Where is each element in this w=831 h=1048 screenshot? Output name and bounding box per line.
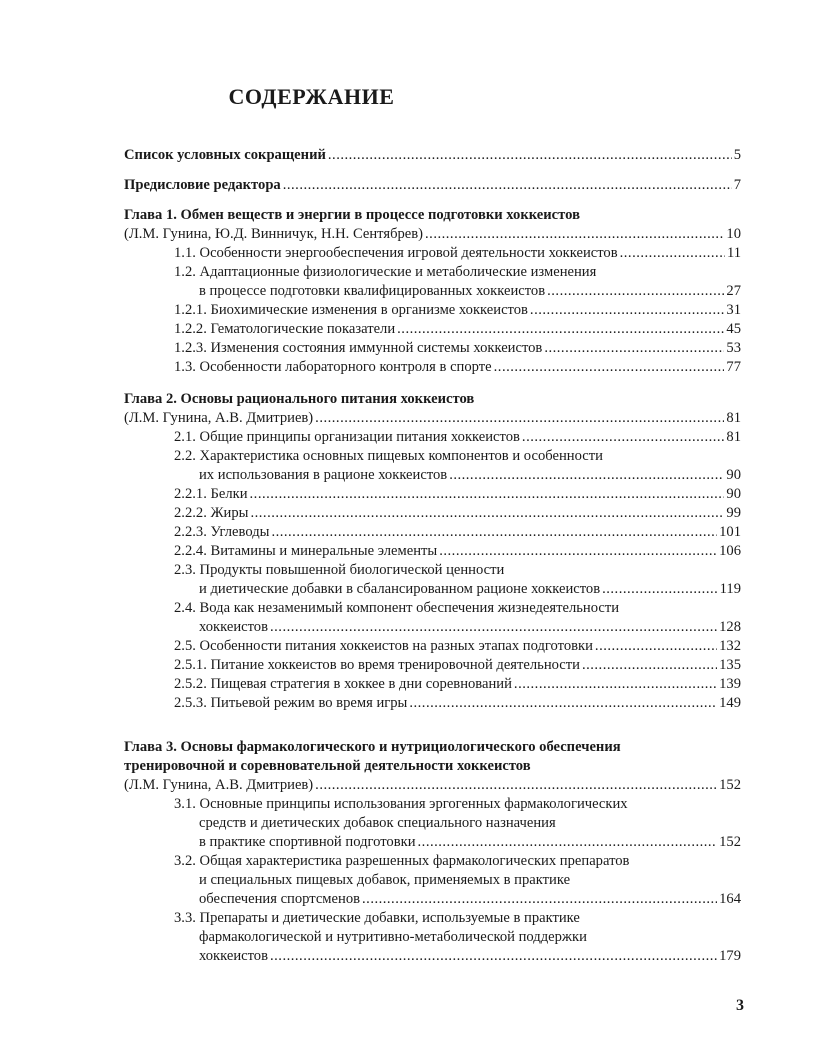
toc-entry-text: (Л.М. Гунина, А.В. Дмитриев) bbox=[124, 410, 314, 426]
toc-entry-text: средств и диетических добавок специального назначения bbox=[199, 815, 556, 831]
toc-entry-text: в практике спортивной подготовки bbox=[199, 834, 416, 850]
toc-page-number: 128 bbox=[719, 619, 741, 635]
toc-leader-dots bbox=[270, 946, 717, 966]
toc-entry-text: фармакологической и нутритивно-метаболической поддержки bbox=[199, 929, 587, 945]
toc-entry bbox=[174, 794, 741, 814]
toc-entry-text: Список условных сокращений bbox=[124, 147, 326, 163]
toc-entry-text: 2.5. Особенности питания хоккеистов на разных этапах подготовки bbox=[174, 638, 593, 654]
toc-leader-dots bbox=[250, 484, 725, 504]
toc-leader-dots bbox=[494, 357, 725, 377]
toc-page-number: 132 bbox=[719, 638, 741, 654]
toc-entry-text: и специальных пищевых добавок, применяемых в практике bbox=[199, 872, 571, 888]
toc-chapter-heading bbox=[124, 756, 741, 776]
toc-leader-dots bbox=[270, 617, 717, 637]
toc-page-number: 119 bbox=[719, 581, 741, 597]
toc-entry bbox=[199, 927, 741, 947]
toc-page-number: 101 bbox=[719, 524, 741, 540]
toc-entry bbox=[174, 522, 741, 542]
toc-page-number: 90 bbox=[726, 467, 741, 483]
toc-leader-dots bbox=[449, 465, 724, 485]
toc-leader-dots bbox=[315, 408, 724, 428]
toc-entry bbox=[174, 300, 741, 320]
toc-entry bbox=[174, 693, 741, 713]
toc-entry bbox=[174, 357, 741, 377]
toc-page-number: 99 bbox=[726, 505, 741, 521]
toc-page-number: 179 bbox=[719, 948, 741, 964]
toc-page-number: 77 bbox=[726, 359, 741, 375]
toc-page-number: 53 bbox=[726, 340, 741, 356]
toc-page-number: 81 bbox=[726, 429, 741, 445]
toc-leader-dots bbox=[547, 281, 724, 301]
toc-leader-dots bbox=[522, 427, 724, 447]
toc-entry bbox=[199, 617, 741, 637]
toc-entry bbox=[174, 541, 741, 561]
toc-page-number: 139 bbox=[719, 676, 741, 692]
toc-entry bbox=[174, 427, 741, 447]
toc-chapter-heading bbox=[124, 145, 741, 165]
toc-entry bbox=[199, 281, 741, 301]
toc-entry-text: обеспечения спортсменов bbox=[199, 891, 361, 907]
toc-entry bbox=[124, 775, 741, 795]
toc-entry bbox=[174, 338, 741, 358]
toc-leader-dots bbox=[439, 541, 717, 561]
toc-entry bbox=[174, 851, 741, 871]
toc-page-number: 31 bbox=[726, 302, 741, 318]
toc-entry-text: 2.5.1. Питание хоккеистов во время тренировочной деятельности bbox=[174, 657, 580, 673]
toc-leader-dots bbox=[602, 579, 718, 599]
toc-page-number: 11 bbox=[726, 245, 741, 261]
toc-leader-dots bbox=[582, 655, 717, 675]
toc-leader-dots bbox=[514, 674, 717, 694]
toc-entry-text: 3.3. Препараты и диетические добавки, используемые в практике bbox=[174, 910, 580, 926]
toc-entry bbox=[174, 598, 741, 618]
toc-entry-text: Глава 1. Обмен веществ и энергии в процессе подготовки хоккеистов bbox=[124, 207, 580, 223]
toc-leader-dots bbox=[530, 300, 724, 320]
toc-entry bbox=[199, 465, 741, 485]
toc-chapter-heading bbox=[124, 737, 741, 757]
toc-entry-text: Предисловие редактора bbox=[124, 177, 281, 193]
toc-leader-dots bbox=[283, 175, 732, 195]
toc-entry bbox=[174, 484, 741, 504]
toc-entry-text: 1.2.2. Гематологические показатели bbox=[174, 321, 396, 337]
toc-entry bbox=[174, 446, 741, 466]
toc-page-number: 27 bbox=[726, 283, 741, 299]
toc-entry-text: 2.5.3. Питьевой режим во время игры bbox=[174, 695, 408, 711]
toc-page-number: 81 bbox=[726, 410, 741, 426]
page-title: СОДЕРЖАНИЕ bbox=[228, 84, 395, 109]
toc-entry bbox=[124, 408, 741, 428]
toc-leader-dots bbox=[409, 693, 717, 713]
toc-entry-text: и диетические добавки в сбалансированном рационе хоккеистов bbox=[199, 581, 601, 597]
toc-entry-text: (Л.М. Гунина, Ю.Д. Винничук, Н.Н. Сентябрев) bbox=[124, 226, 424, 242]
toc-entry-text: 2.2.4. Витамины и минеральные элементы bbox=[174, 543, 438, 559]
toc-page-number: 106 bbox=[719, 543, 741, 559]
toc-entry-text: их использования в рационе хоккеистов bbox=[199, 467, 448, 483]
toc-entry-text: 2.5.2. Пищевая стратегия в хоккее в дни соревнований bbox=[174, 676, 512, 692]
toc-entry-text: 2.2.2. Жиры bbox=[174, 505, 249, 521]
toc-entry bbox=[124, 224, 741, 244]
toc-page-number: 90 bbox=[726, 486, 741, 502]
toc-entry-text: 1.1. Особенности энергообеспечения игровой деятельности хоккеистов bbox=[174, 245, 618, 261]
toc-entry bbox=[174, 243, 741, 263]
toc-page-number: 45 bbox=[726, 321, 741, 337]
toc-entry bbox=[174, 908, 741, 928]
toc-entry-text: 3.1. Основные принципы использования эргогенных фармакологических bbox=[174, 796, 628, 812]
toc-leader-dots bbox=[397, 319, 724, 339]
toc-chapter-heading bbox=[124, 389, 741, 409]
toc-entry bbox=[199, 813, 741, 833]
toc-page-number: 149 bbox=[719, 695, 741, 711]
toc-entry bbox=[199, 889, 741, 909]
toc-chapter-heading bbox=[124, 205, 741, 225]
toc-page-number: 164 bbox=[719, 891, 741, 907]
toc-page-number: 5 bbox=[733, 147, 741, 163]
toc-leader-dots bbox=[271, 522, 717, 542]
toc-entry bbox=[199, 832, 741, 852]
toc-leader-dots bbox=[425, 224, 724, 244]
toc-entry bbox=[174, 319, 741, 339]
toc-entry-text: 1.2.3. Изменения состояния иммунной системы хоккеистов bbox=[174, 340, 543, 356]
toc-entry-text: (Л.М. Гунина, А.В. Дмитриев) bbox=[124, 777, 314, 793]
toc-entry-text: тренировочной и соревновательной деятельности хоккеистов bbox=[124, 758, 531, 774]
toc-chapter-heading bbox=[124, 175, 741, 195]
toc-entry-text: 1.3. Особенности лабораторного контроля в спорте bbox=[174, 359, 492, 375]
toc-page-number: 152 bbox=[719, 777, 741, 793]
toc-entry bbox=[174, 655, 741, 675]
toc-entry-text: Глава 3. Основы фармакологического и нутрициологического обеспечения bbox=[124, 739, 621, 755]
page-number: 3 bbox=[736, 997, 744, 1014]
toc-entry-text: в процессе подготовки квалифицированных хоккеистов bbox=[199, 283, 546, 299]
toc-entry bbox=[174, 636, 741, 656]
toc-entry-text: 2.2.3. Углеводы bbox=[174, 524, 270, 540]
toc-entry bbox=[174, 503, 741, 523]
toc-entry bbox=[174, 262, 741, 282]
toc-entry bbox=[199, 870, 741, 890]
toc-leader-dots bbox=[250, 503, 724, 523]
toc-page-number: 135 bbox=[719, 657, 741, 673]
toc-entry bbox=[174, 674, 741, 694]
toc-entry-text: Глава 2. Основы рационального питания хоккеистов bbox=[124, 391, 475, 407]
toc-leader-dots bbox=[418, 832, 718, 852]
toc-entry-text: 1.2. Адаптационные физиологические и метаболические изменения bbox=[174, 264, 597, 280]
toc-leader-dots bbox=[620, 243, 725, 263]
toc-leader-dots bbox=[315, 775, 717, 795]
toc-page-number: 152 bbox=[719, 834, 741, 850]
toc-leader-dots bbox=[544, 338, 724, 358]
toc-entry-text: 2.3. Продукты повышенной биологической ценности bbox=[174, 562, 505, 578]
toc-entry-text: 2.4. Вода как незаменимый компонент обеспечения жизнедеятельности bbox=[174, 600, 620, 616]
toc-entry-text: хоккеистов bbox=[199, 948, 268, 964]
toc-leader-dots bbox=[362, 889, 717, 909]
toc-leader-dots bbox=[328, 145, 732, 165]
toc-entry-text: 3.2. Общая характеристика разрешенных фармакологических препаратов bbox=[174, 853, 630, 869]
toc-page-number: 10 bbox=[726, 226, 741, 242]
toc-entry-text: 2.1. Общие принципы организации питания хоккеистов bbox=[174, 429, 520, 445]
toc-entry-text: 2.2.1. Белки bbox=[174, 486, 248, 502]
toc-entry bbox=[199, 946, 741, 966]
toc-page-number: 7 bbox=[733, 177, 741, 193]
toc-entry-text: хоккеистов bbox=[199, 619, 268, 635]
toc-entry bbox=[174, 560, 741, 580]
toc-entry-text: 1.2.1. Биохимические изменения в организме хоккеистов bbox=[174, 302, 528, 318]
toc-leader-dots bbox=[595, 636, 717, 656]
toc-entry-text: 2.2. Характеристика основных пищевых компонентов и особенности bbox=[174, 448, 603, 464]
toc-entry bbox=[199, 579, 741, 599]
